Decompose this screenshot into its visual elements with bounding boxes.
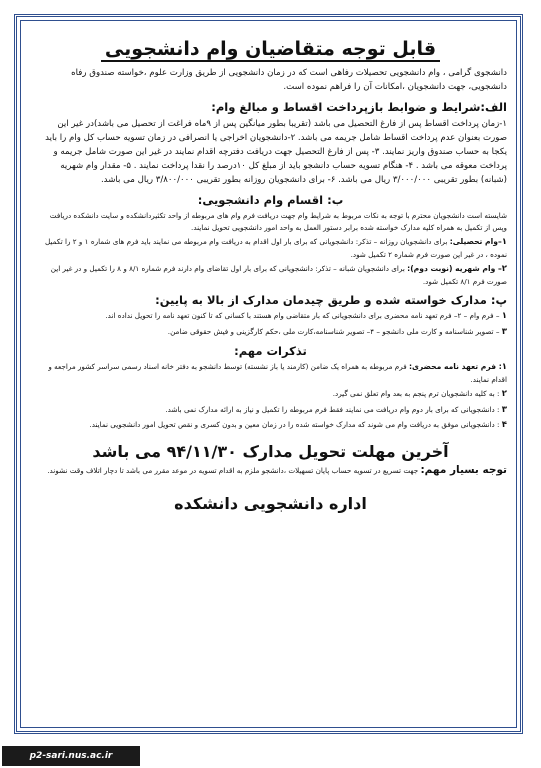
note-item xyxy=(34,404,507,417)
notes-heading: تذکرات مهم: xyxy=(234,344,307,358)
documents-item xyxy=(34,326,507,339)
documents-item xyxy=(34,310,507,323)
note-item xyxy=(34,419,507,432)
section-a-heading: الف:شرایط و ضوابط بازپرداخت اقساط و مبالغ وام: xyxy=(211,100,507,114)
warning-label: توجه بسیار مهم: xyxy=(420,463,507,476)
loan-item-text: برای دانشجویان شبانه – تذکر: دانشجویانی که برای بار اول تقاضای وام دارند فرم شماره ۸/۱ و ۸ را تکمیل و در غیر این صورت فرم ۸/۱ تکمیل شود. xyxy=(50,264,507,286)
page-title xyxy=(34,38,507,60)
loan-item-label: – وام شهریه (نوبت دوم): xyxy=(407,264,502,273)
office-signature: اداره دانشجویی دانشکده xyxy=(174,494,367,513)
documents-item-text: – تصویر شناسنامه و کارت ملی دانشجو – ۴– تصویر شناسنامه،کارت ملی ،حکم کارگزینی و فیش حقوقی ضامن. xyxy=(167,326,500,336)
loan-item-text: برای دانشجویان روزانه – تذکر: دانشجویانی که برای بار اول اقدام به دریافت وام مربوطه می نمایند باید فرم های شماره ۱ و ۲ را تکمیل نموده ، در غیر این صورت فرم شماره ۲ تکمیل شود. xyxy=(44,237,507,259)
loan-item-label: –وام تحصیلی: xyxy=(449,237,502,246)
documents-item-text: – فرم وام – ۲– فرم تعهد نامه محضری برای دانشجویانی که بار متقاضی وام هستند با کسانی که تا کنون تعهد نامه را تحویل نداده اند. xyxy=(105,311,500,320)
loan-item-number: ۲ xyxy=(501,264,507,274)
note-number: ۴ xyxy=(501,420,507,430)
section-c-heading: پ: مدارک خواسته شده و طریق چیدمان مدارک از بالا به پایین: xyxy=(155,293,507,307)
note-number: ۳ xyxy=(501,404,507,415)
note-label: : فرم تعهد نامه محضری: xyxy=(408,362,502,371)
note-item xyxy=(34,361,507,385)
section-a-text: ۱-زمان پرداخت اقساط پس از فارغ التحصیل می باشد (تقریبا بطور میانگین پس از ۹ماه فراغت از تحصیل می باشد)در غیر این صورت بعنوان عدم پرداخت اقساط شامل جریمه می باشد. ۲-دانشجویان اخراجی یا انصرافی در زمان تسویه حساب کل وام را باید یکجا به حساب صندوق واریز نمایند. ۳- پس از فارغ التحصیل جهت دریافت دفترچه اقدام نمایند در غیر این صورت شامل جریمه و پرداخت معوقه می باشد . ۴- هنگام تسویه حساب دانشجو باید از مبلغ کل ۱۰درصد را نقدا پرداخت نمایند . ۵- مقدار وام شهریه (شبانه) بطور تقریبی ۳/۰۰۰/۰۰۰ ریال می باشد. ۶- برای دانشجویان روزانه بطور تقریبی ۳/۸۰۰/۰۰۰ ریال می باشد. xyxy=(45,119,507,185)
loan-item-number: ۱ xyxy=(501,237,507,247)
note-item xyxy=(34,388,507,401)
intro-paragraph: دانشجوی گرامی ، وام دانشجویی تحصیلات رفاهی است که در زمان دانشجویی از طریق وزارت علوم ،خواسته صندوق رفاه دانشجویی، جهت دانشجویان ،امکانات آن را فراهم نموده است. xyxy=(71,68,507,92)
note-number: ۱ xyxy=(501,362,507,372)
note-text: : دانشجویانی که برای بار دوم وام دریافت می نمایند فقط فرم مربوطه را تکمیل و نیاز به ارائه مدارک نمی باشد. xyxy=(165,404,500,414)
note-text: فرم مربوطه به همراه یک ضامن (کارمند یا باز نشسته) توسط دانشجو به دفتر خانه اسناد رسمی سراسر کشور مراجعه و اقدام نمایند. xyxy=(48,362,507,384)
note-number: ۲ xyxy=(501,389,507,399)
note-text: : دانشجویانی موفق به دریافت وام می شوند که مدارک خواسته شده را در زمان معین و بدون کسری و نقص تحویل امور دانشجویی نمایند. xyxy=(89,420,500,429)
note-text: : به کلیه دانشجویان ترم پنجم به بعد وام تعلق نمی گیرد. xyxy=(332,389,500,398)
footer-watermark: p2-sari.nus.ac.ir xyxy=(2,746,140,766)
documents-item-number: ۱ xyxy=(501,311,507,321)
page-title-text: قابل توجه متقاضیان وام دانشجویی xyxy=(101,38,440,62)
warning-text: جهت تسریع در تسویه حساب پایان تسهیلات ،دانشجو ملزم به اقدام تسویه در موعد مقرر می باشد تا دچار اتلاف وقت نشوند. xyxy=(47,465,419,475)
important-warning xyxy=(34,465,507,477)
notice-content xyxy=(34,34,507,724)
section-b-intro: شایسته است دانشجویان محترم با توجه به نکات مربوط به شرایط وام جهت دریافت فرم وام های مربوطه از واحد تکثیردانشکده و سایت دانشکده دریافت وپس از تکمیل به همراه کلیه مدارک خواسته شده برابر دستور العمل به واحد امور دانشجویی تحویل نمایند. xyxy=(49,211,507,232)
deadline-banner: آخرین مهلت تحویل مدارک ۹۴/۱۱/۳۰ می باشد xyxy=(92,441,449,461)
loan-item-fee xyxy=(34,263,507,287)
section-b-heading: ب: اقسام وام دانشجویی: xyxy=(197,193,344,207)
documents-item-number: ۳ xyxy=(501,326,507,337)
loan-item-tuition xyxy=(34,236,507,260)
